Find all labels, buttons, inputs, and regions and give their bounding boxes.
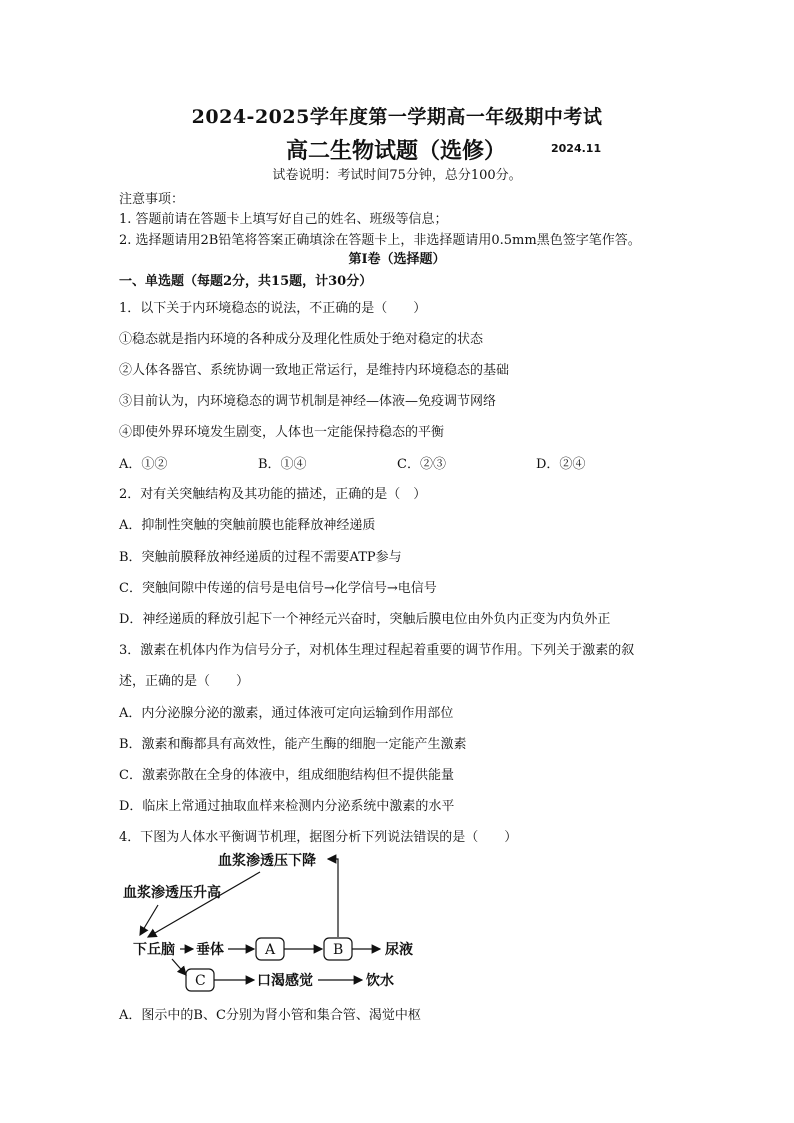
q3-option-a: A．内分泌腺分泌的激素，通过体液可定向运输到作用部位 [119, 706, 454, 721]
q2-option-d: D．神经递质的释放引起下一个神经元兴奋时，突触后膜电位由外负内正变为内负外正 [119, 612, 611, 627]
q3-option-b: B．激素和酶都具有高效性，能产生酶的细胞一定能产生激素 [119, 737, 467, 752]
q2-option-a: A．抑制性突触的突触前膜也能释放神经递质 [119, 518, 376, 533]
note-item: 1. 答题前请在答题卡上填写好自己的姓名、班级等信息； [119, 212, 448, 227]
box-b-label: B [333, 942, 344, 958]
q1-option-b: B．①④ [258, 457, 307, 472]
q2-option-b: B．突触前膜释放神经递质的过程不需要ATP参与 [119, 550, 402, 565]
exam-instructions: 试卷说明：考试时间75分钟，总分100分。 [272, 168, 522, 183]
arrow-hypothalamus-to-c [172, 959, 186, 975]
note-item: 2. 选择题请用2B铅笔将答案正确填涂在答题卡上，非选择题请用0.5mm黑色签字笔作答。 [119, 233, 641, 248]
q1-statement: ①稳态就是指内环境的各种成分及理化性质处于绝对稳定的状态 [119, 332, 484, 347]
arrow-decrease-to-hypothalamus [148, 872, 260, 937]
q2-option-c: C．突触间隙中传递的信号是电信号→化学信号→电信号 [119, 581, 437, 596]
q1-statement: ④即使外界环境发生剧变，人体也一定能保持稳态的平衡 [119, 425, 445, 440]
subject-title: 高二生物试题（选修） [286, 138, 507, 164]
q3-option-d: D．临床上常通过抽取血样来检测内分泌系统中激素的水平 [119, 799, 455, 814]
box-a-label: A [265, 942, 276, 958]
q1-stem: 1．以下关于内环境稳态的说法，不正确的是（ ） [119, 301, 427, 316]
exam-date: 2024.11 [551, 142, 602, 155]
q2-stem: 2．对有关突触结构及其功能的描述，正确的是（ ） [119, 487, 427, 502]
pituitary-label: 垂体 [196, 942, 224, 958]
q4-option-a: A．图示中的B、C分别为肾小管和集合管、渴觉中枢 [119, 1008, 421, 1023]
q1-option-a: A．①② [119, 457, 168, 472]
q4-stem: 4．下图为人体水平衡调节机理，据图分析下列说法错误的是（ ） [119, 830, 518, 845]
part-heading: 一、单选题（每题2分，共15题，计30分） [119, 274, 373, 289]
volume-heading: 第Ⅰ卷（选择题） [348, 252, 446, 267]
thirst-label: 口渴感觉 [257, 973, 313, 989]
q1-option-c: C．②③ [397, 457, 446, 472]
urine-label: 尿液 [385, 942, 413, 958]
box-c-label: C [195, 973, 206, 989]
arrow-b-to-decrease [328, 859, 338, 937]
q1-statement: ②人体各器官、系统协调一致地正常运行，是维持内环境稳态的基础 [119, 363, 510, 378]
hypothalamus-label: 下丘脑 [133, 942, 175, 958]
q3-stem-continued: 述，正确的是（ ） [119, 674, 250, 689]
notes-heading: 注意事项： [119, 192, 185, 207]
drink-label: 饮水 [366, 973, 394, 989]
plasma-osmotic-pressure-decrease: 血浆渗透压下降 [218, 853, 316, 869]
plasma-osmotic-pressure-increase: 血浆渗透压升高 [123, 885, 221, 901]
q3-stem: 3．激素在机体内作为信号分子，对机体生理过程起着重要的调节作用。下列关于激素的叙 [119, 643, 635, 658]
q1-option-d: D．②④ [536, 457, 586, 472]
q3-option-c: C．激素弥散在全身的体液中，组成细胞结构但不提供能量 [119, 768, 454, 783]
exam-title: 2024-2025学年度第一学期高一年级期中考试 [191, 106, 603, 128]
arrow-increase-to-hypothalamus [140, 905, 158, 935]
water-balance-diagram [100, 845, 560, 995]
q1-statement: ③目前认为，内环境稳态的调节机制是神经—体液—免疫调节网络 [119, 394, 497, 409]
